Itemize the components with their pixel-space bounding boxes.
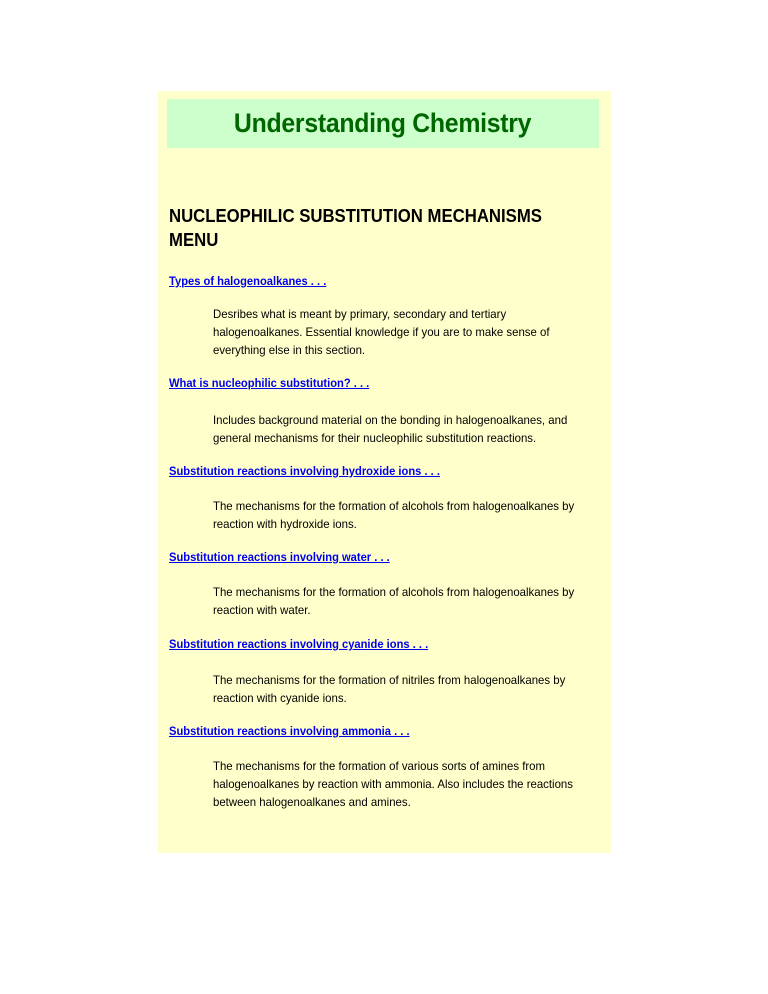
link-cyanide-ions[interactable]: Substitution reactions involving cyanide ions . . . bbox=[169, 637, 429, 651]
link-water[interactable]: Substitution reactions involving water . . . bbox=[169, 550, 390, 564]
desc-what-is-nucleophilic-substitution: Includes background material on the bonding in halogenoalkanes, and general mechanisms for their nucleophilic substitution reactions. bbox=[213, 413, 568, 445]
content-panel bbox=[158, 91, 611, 853]
desc-cyanide-ions: The mechanisms for the formation of nitriles from halogenoalkanes by reaction with cyanide ions. bbox=[213, 673, 566, 705]
desc-hydroxide-ions: The mechanisms for the formation of alcohols from halogenoalkanes by reaction with hydroxide ions. bbox=[213, 499, 575, 531]
menu-title: NUCLEOPHILIC SUBSTITUTION MECHANISMS MENU bbox=[169, 206, 542, 250]
link-what-is-nucleophilic-substitution[interactable]: What is nucleophilic substitution? . . . bbox=[169, 376, 370, 390]
link-types-of-halogenoalkanes[interactable]: Types of halogenoalkanes . . . bbox=[169, 274, 327, 288]
link-ammonia[interactable]: Substitution reactions involving ammonia . . . bbox=[169, 724, 410, 738]
desc-types-of-halogenoalkanes: Desribes what is meant by primary, secondary and tertiary halogenoalkanes. Essential knowledge if you are to make sense of everything else in this section. bbox=[213, 307, 550, 357]
desc-ammonia: The mechanisms for the formation of various sorts of amines from halogenoalkanes by reaction with ammonia. Also includes the reactions between halogenoalkanes and amines. bbox=[213, 759, 573, 809]
site-banner bbox=[167, 99, 599, 148]
desc-water: The mechanisms for the formation of alcohols from halogenoalkanes by reaction with water. bbox=[213, 585, 575, 617]
link-hydroxide-ions[interactable]: Substitution reactions involving hydroxide ions . . . bbox=[169, 464, 440, 478]
site-title: Understanding Chemistry bbox=[234, 108, 532, 138]
